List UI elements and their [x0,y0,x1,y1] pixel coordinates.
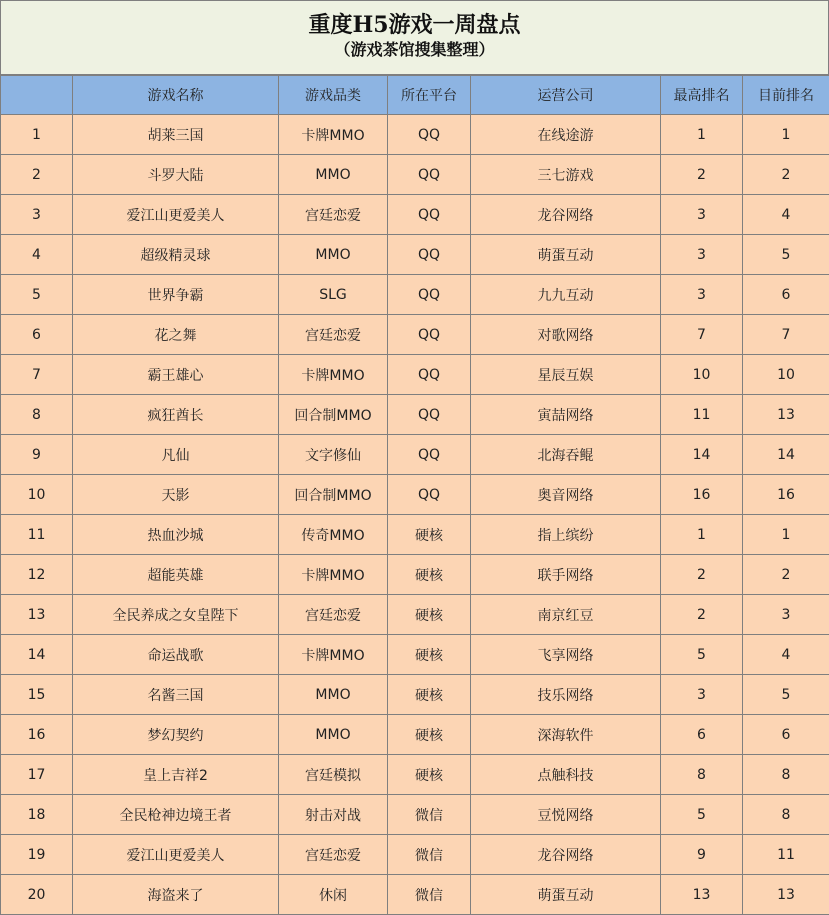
cell-highest-rank: 3 [661,235,743,275]
cell-platform: QQ [388,395,471,435]
cell-operator: 飞享网络 [471,635,661,675]
cell-platform: QQ [388,235,471,275]
column-header-rank-index [1,76,73,115]
cell-operator: 萌蛋互动 [471,875,661,915]
page-subtitle: （游戏茶馆搜集整理） [334,40,495,59]
cell-operator: 深海软件 [471,715,661,755]
cell-platform: 微信 [388,795,471,835]
cell-game-name: 爱江山更爱美人 [73,195,279,235]
cell-rank-index: 18 [1,795,73,835]
cell-rank-index: 4 [1,235,73,275]
cell-highest-rank: 11 [661,395,743,435]
cell-platform: 硬核 [388,515,471,555]
cell-current-rank: 2 [743,555,829,595]
cell-rank-index: 6 [1,315,73,355]
cell-game-genre: 射击对战 [279,795,388,835]
cell-game-genre: 文字修仙 [279,435,388,475]
cell-rank-index: 17 [1,755,73,795]
cell-operator: 南京红豆 [471,595,661,635]
cell-game-name: 斗罗大陆 [73,155,279,195]
table-row [1,155,829,195]
cell-operator: 九九互动 [471,275,661,315]
column-header-operator: 运营公司 [471,76,661,115]
cell-current-rank: 5 [743,675,829,715]
cell-game-genre: 宫廷恋爱 [279,195,388,235]
cell-platform: QQ [388,155,471,195]
cell-current-rank: 1 [743,115,829,155]
cell-game-name: 爱江山更爱美人 [73,835,279,875]
cell-highest-rank: 8 [661,755,743,795]
cell-game-name: 全民养成之女皇陛下 [73,595,279,635]
cell-operator: 龙谷网络 [471,195,661,235]
cell-highest-rank: 10 [661,355,743,395]
cell-rank-index: 7 [1,355,73,395]
cell-highest-rank: 13 [661,875,743,915]
cell-highest-rank: 5 [661,795,743,835]
cell-current-rank: 4 [743,195,829,235]
cell-game-name: 世界争霸 [73,275,279,315]
table-row [1,115,829,155]
cell-operator: 对歌网络 [471,315,661,355]
cell-game-genre: 宫廷恋爱 [279,315,388,355]
cell-rank-index: 15 [1,675,73,715]
cell-highest-rank: 6 [661,715,743,755]
table-row [1,595,829,635]
table-row [1,195,829,235]
cell-platform: QQ [388,115,471,155]
cell-current-rank: 10 [743,355,829,395]
cell-highest-rank: 1 [661,515,743,555]
cell-highest-rank: 3 [661,275,743,315]
cell-current-rank: 4 [743,635,829,675]
cell-current-rank: 13 [743,875,829,915]
cell-current-rank: 7 [743,315,829,355]
cell-platform: 硬核 [388,595,471,635]
cell-rank-index: 14 [1,635,73,675]
cell-highest-rank: 7 [661,315,743,355]
cell-rank-index: 16 [1,715,73,755]
cell-operator: 星辰互娱 [471,355,661,395]
ranking-table [0,75,829,915]
cell-game-genre: 宫廷恋爱 [279,595,388,635]
cell-game-name: 疯狂酋长 [73,395,279,435]
cell-platform: QQ [388,355,471,395]
cell-game-genre: 传奇MMO [279,515,388,555]
cell-rank-index: 10 [1,475,73,515]
cell-rank-index: 1 [1,115,73,155]
cell-rank-index: 13 [1,595,73,635]
cell-current-rank: 6 [743,715,829,755]
cell-game-name: 热血沙城 [73,515,279,555]
cell-game-name: 梦幻契约 [73,715,279,755]
cell-rank-index: 2 [1,155,73,195]
cell-operator: 三七游戏 [471,155,661,195]
header-row [1,76,829,115]
cell-game-genre: 休闲 [279,875,388,915]
cell-highest-rank: 2 [661,155,743,195]
cell-rank-index: 5 [1,275,73,315]
table-body [1,115,829,915]
cell-platform: 微信 [388,835,471,875]
cell-rank-index: 9 [1,435,73,475]
cell-platform: QQ [388,435,471,475]
cell-operator: 在线途游 [471,115,661,155]
cell-operator: 豆悦网络 [471,795,661,835]
cell-current-rank: 11 [743,835,829,875]
table-row [1,675,829,715]
table-row [1,395,829,435]
cell-current-rank: 3 [743,595,829,635]
cell-game-genre: 卡牌MMO [279,355,388,395]
cell-game-name: 天影 [73,475,279,515]
cell-platform: 微信 [388,875,471,915]
cell-rank-index: 3 [1,195,73,235]
cell-platform: 硬核 [388,635,471,675]
cell-operator: 指上缤纷 [471,515,661,555]
column-header-game-name: 游戏名称 [73,76,279,115]
table-row [1,475,829,515]
cell-game-name: 全民枪神边境王者 [73,795,279,835]
cell-operator: 萌蛋互动 [471,235,661,275]
cell-operator: 奥音网络 [471,475,661,515]
cell-rank-index: 11 [1,515,73,555]
cell-highest-rank: 3 [661,195,743,235]
cell-platform: QQ [388,195,471,235]
cell-current-rank: 16 [743,475,829,515]
cell-platform: QQ [388,315,471,355]
cell-current-rank: 8 [743,795,829,835]
cell-highest-rank: 9 [661,835,743,875]
cell-platform: QQ [388,475,471,515]
cell-platform: 硬核 [388,715,471,755]
cell-platform: 硬核 [388,555,471,595]
cell-highest-rank: 16 [661,475,743,515]
table-row [1,715,829,755]
table-row [1,755,829,795]
column-header-game-genre: 游戏品类 [279,76,388,115]
cell-highest-rank: 2 [661,555,743,595]
cell-game-genre: 卡牌MMO [279,115,388,155]
cell-rank-index: 19 [1,835,73,875]
cell-current-rank: 2 [743,155,829,195]
column-header-highest-rank: 最高排名 [661,76,743,115]
cell-operator: 北海吞鲲 [471,435,661,475]
cell-current-rank: 6 [743,275,829,315]
cell-operator: 联手网络 [471,555,661,595]
cell-game-genre: 卡牌MMO [279,555,388,595]
cell-operator: 龙谷网络 [471,835,661,875]
table-row [1,355,829,395]
cell-game-genre: 回合制MMO [279,475,388,515]
cell-game-genre: 回合制MMO [279,395,388,435]
cell-current-rank: 1 [743,515,829,555]
cell-game-name: 名酱三国 [73,675,279,715]
cell-game-genre: MMO [279,715,388,755]
table-row [1,435,829,475]
column-header-platform: 所在平台 [388,76,471,115]
cell-game-genre: 卡牌MMO [279,635,388,675]
cell-highest-rank: 1 [661,115,743,155]
cell-operator: 点触科技 [471,755,661,795]
cell-game-name: 超级精灵球 [73,235,279,275]
cell-current-rank: 8 [743,755,829,795]
table-row [1,315,829,355]
cell-game-genre: SLG [279,275,388,315]
cell-game-name: 超能英雄 [73,555,279,595]
column-header-current-rank: 目前排名 [743,76,829,115]
cell-platform: QQ [388,275,471,315]
table-row [1,515,829,555]
cell-game-name: 霸王雄心 [73,355,279,395]
cell-game-name: 花之舞 [73,315,279,355]
cell-game-name: 命运战歌 [73,635,279,675]
table-row [1,555,829,595]
cell-rank-index: 12 [1,555,73,595]
cell-highest-rank: 3 [661,675,743,715]
cell-rank-index: 20 [1,875,73,915]
cell-highest-rank: 2 [661,595,743,635]
cell-game-genre: MMO [279,235,388,275]
table-row [1,275,829,315]
cell-platform: 硬核 [388,675,471,715]
cell-rank-index: 8 [1,395,73,435]
cell-game-name: 皇上吉祥2 [73,755,279,795]
table-row [1,875,829,915]
table-row [1,635,829,675]
cell-game-name: 凡仙 [73,435,279,475]
table-row [1,235,829,275]
table-row [1,835,829,875]
cell-game-name: 海盗来了 [73,875,279,915]
page-title: 重度H5游戏一周盘点 [308,12,521,38]
cell-game-genre: MMO [279,155,388,195]
cell-current-rank: 13 [743,395,829,435]
cell-operator: 技乐网络 [471,675,661,715]
cell-platform: 硬核 [388,755,471,795]
cell-highest-rank: 5 [661,635,743,675]
title-block [0,0,829,75]
cell-operator: 寅喆网络 [471,395,661,435]
cell-game-name: 胡莱三国 [73,115,279,155]
cell-game-genre: 宫廷模拟 [279,755,388,795]
cell-game-genre: 宫廷恋爱 [279,835,388,875]
table-row [1,795,829,835]
cell-game-genre: MMO [279,675,388,715]
cell-highest-rank: 14 [661,435,743,475]
cell-current-rank: 14 [743,435,829,475]
cell-current-rank: 5 [743,235,829,275]
